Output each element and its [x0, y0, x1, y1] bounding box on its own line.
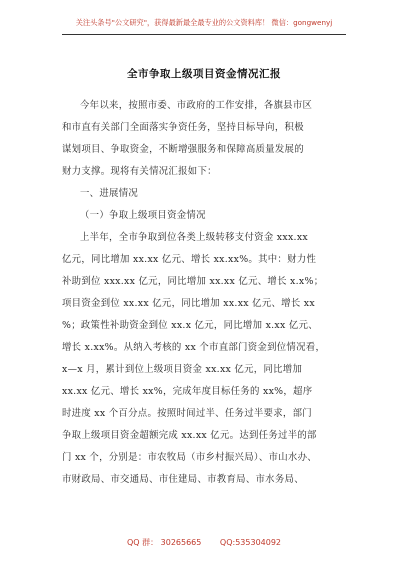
body-line: 增长 x.xx%。从纳入考核的 xx 个市直部门资金到位情况看， — [62, 342, 326, 353]
header-notice: 关注头条号"公文研究"，获得最新最全最专业的公文资料库！ 微信：gongwenyj — [75, 18, 333, 27]
body-line: 财力支撑。现将有关情况汇报如下： — [62, 166, 217, 177]
body-line: 今年以来，按照市委、市政府的工作安排，各旗县市区 — [80, 100, 313, 111]
body-line: 门 xx 个，分别是：市农牧局（市乡村振兴局）、市山水办、 — [62, 452, 317, 463]
footer-qq: QQ:535304092 — [219, 538, 282, 547]
body-line: 争取上级项目资金超额完成 xx.xx 亿元。达到任务过半的部 — [62, 430, 317, 441]
header-divider — [62, 34, 346, 35]
body-line: 上半年，全市争取到位各类上级转移支付资金 xxx.xx — [80, 232, 308, 243]
footer-qq-group: QQ 群： 30265665 — [126, 538, 202, 547]
body-line: 亿元，同比增加 xx.xx 亿元、增长 xx.xx%。其中：财力性 — [62, 254, 317, 265]
body-line: 市财政局、市交通局、市住建局、市教育局、市水务局、 — [62, 474, 304, 485]
body-line: xx.xx 亿元、增长 xx%，完成年度目标任务的 xx%，超序 — [62, 386, 313, 397]
body-line: 谋划项目、争取资金，不断增强服务和保障高质量发展的 — [62, 144, 304, 155]
body-line: x—x 月，累计到位上级项目资金 xx.xx 亿元，同比增加 — [62, 364, 303, 375]
body-line: 时进度 xx 个百分点。按照时间过半、任务过半要求，部门 — [62, 408, 312, 419]
document-body — [62, 95, 346, 491]
subsection-heading: （一）争取上级项目资金情况 — [80, 210, 206, 221]
document-title: 全市争取上级项目资金情况汇报 — [127, 68, 281, 80]
section-heading: 一、进展情况 — [80, 188, 139, 199]
body-line: %；政策性补助资金到位 xx.x 亿元，同比增加 x.xx 亿元、 — [62, 320, 318, 331]
body-line: 和市直有关部门全面落实争资任务，坚持目标导向，积极 — [62, 122, 304, 133]
body-line: 补助到位 xxx.xx 亿元，同比增加 xx.xx 亿元、增长 x.x%； — [62, 276, 324, 287]
body-line: 项目资金到位 xx.xx 亿元，同比增加 xx.xx 亿元、增长 xx — [62, 298, 315, 309]
footer-contact — [0, 537, 408, 548]
